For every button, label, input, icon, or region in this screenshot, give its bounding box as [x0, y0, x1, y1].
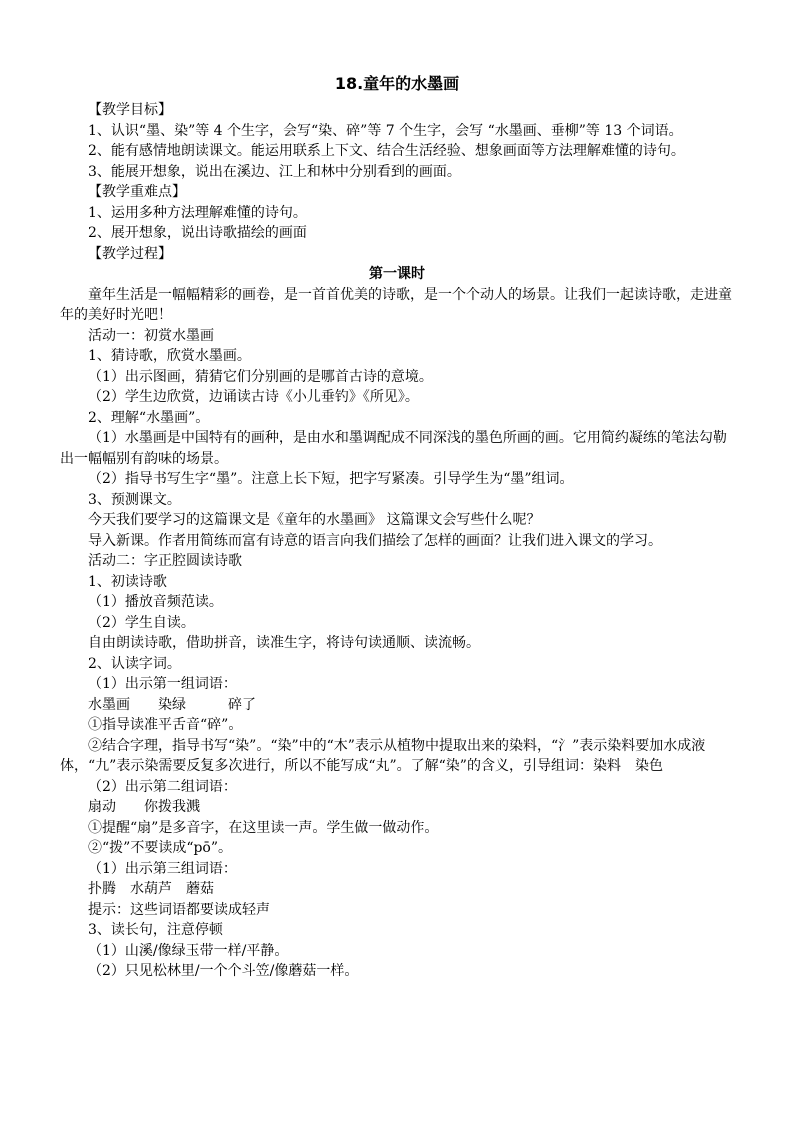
- paragraph: 导入新课。作者用简练而富有诗意的语言向我们描绘了怎样的画面？让我们进入课文的学习。: [88, 532, 662, 549]
- paragraph: 扑腾 水葫芦 蘑菇: [88, 881, 214, 897]
- paragraph: 【教学过程】: [88, 245, 172, 262]
- paragraph: 童年生活是一幅幅精彩的画卷，是一首首优美的诗歌，是一个个动人的场景。让我们一起读诗歌，走进童年的美好时光吧！: [60, 286, 732, 323]
- paragraph: 2、理解“水墨画”。: [88, 409, 210, 426]
- paragraph: 3、能展开想象，说出在溪边、江上和林中分别看到的画面。: [88, 163, 461, 180]
- paragraph: （2）出示第二组词语：: [88, 778, 237, 795]
- paragraph: 水墨画 染绿 碎了: [88, 696, 256, 713]
- paragraph: ②“拨”不要读成“pō”。: [88, 840, 233, 856]
- paragraph: 2、展开想象，说出诗歌描绘的画面: [88, 225, 307, 241]
- paragraph: 2、认读字词。: [88, 655, 181, 672]
- paragraph: 2、能有感情地朗读课文。能运用联系上下文、结合生活经验、想象画面等方法理解难懂的诗句。: [88, 143, 685, 159]
- document-body: [60, 100, 734, 982]
- paragraph: 自由朗读诗歌，借助拼音，读准生字，将诗句读通顺、读流畅。: [88, 635, 480, 651]
- paragraph: （2）只见松林里/一个个斗笠/像蘑菇一样。: [88, 963, 359, 979]
- paragraph: 提示：这些词语都要读成轻声: [88, 901, 270, 918]
- paragraph: 3、读长句，注意停顿: [88, 922, 223, 938]
- paragraph: （1）出示第一组词语：: [88, 676, 237, 692]
- paragraph: 【教学重难点】: [88, 184, 186, 200]
- paragraph: 扇动 你拨我溅: [88, 799, 200, 815]
- paragraph: 活动一：初赏水墨画: [88, 327, 214, 344]
- paragraph: 今天我们要学习的这篇课文是《童年的水墨画》 这篇课文会写些什么呢？: [88, 512, 541, 528]
- page-title: 18.童年的水墨画: [334, 74, 460, 93]
- paragraph: ①提醒“扇”是多音字，在这里读一声。学生做一做动作。: [88, 819, 439, 836]
- paragraph: （1）出示图画，猜猜它们分别画的是哪首古诗的意境。: [88, 368, 433, 385]
- paragraph: （2）学生自读。: [88, 614, 195, 631]
- paragraph: 1、猜诗歌，欣赏水墨画。: [88, 348, 251, 364]
- paragraph: （2）指导书写生字“墨”。注意上长下短，把字写紧凑。引导学生为“墨”组词。: [88, 471, 574, 487]
- paragraph: 【教学目标】: [88, 102, 172, 118]
- paragraph: 1、运用多种方法理解难懂的诗句。: [88, 204, 307, 221]
- paragraph: 活动二：字正腔圆读诗歌: [88, 553, 242, 569]
- paragraph: 3、预测课文。: [88, 491, 181, 508]
- paragraph: 1、初读诗歌: [88, 573, 167, 590]
- paragraph: （1）水墨画是中国特有的画种，是由水和墨调配成不同深浅的墨色所画的画。它用简约凝练的笔法勾勒出一幅幅别有韵味的场景。: [60, 430, 727, 467]
- paragraph: ①指导读准平舌音“碎”。: [88, 717, 243, 733]
- paragraph: （2）学生边欣赏，边诵读古诗《小儿垂钓》《所见》。: [88, 389, 419, 405]
- paragraph: （1）山溪/像绿玉带一样/平静。: [88, 942, 289, 959]
- section-heading: 第一课时: [369, 266, 425, 282]
- paragraph: ②结合字理，指导书写“染”。“染”中的“木”表示从植物中提取出来的染料，“氵”表示染料要加水成液体，“九”表示染需要反复多次进行，所以不能写成“丸”。了解“染”的含义，引导组词：染料 染色: [60, 737, 706, 774]
- paragraph: 1、认识“墨、染”等 4 个生字，会写“染、碎”等 7 个生字，会写 “水墨画、垂柳”等 13 个词语。: [88, 122, 683, 139]
- paragraph: （1）出示第三组词语：: [88, 860, 237, 877]
- paragraph: （1）播放音频范读。: [88, 594, 223, 610]
